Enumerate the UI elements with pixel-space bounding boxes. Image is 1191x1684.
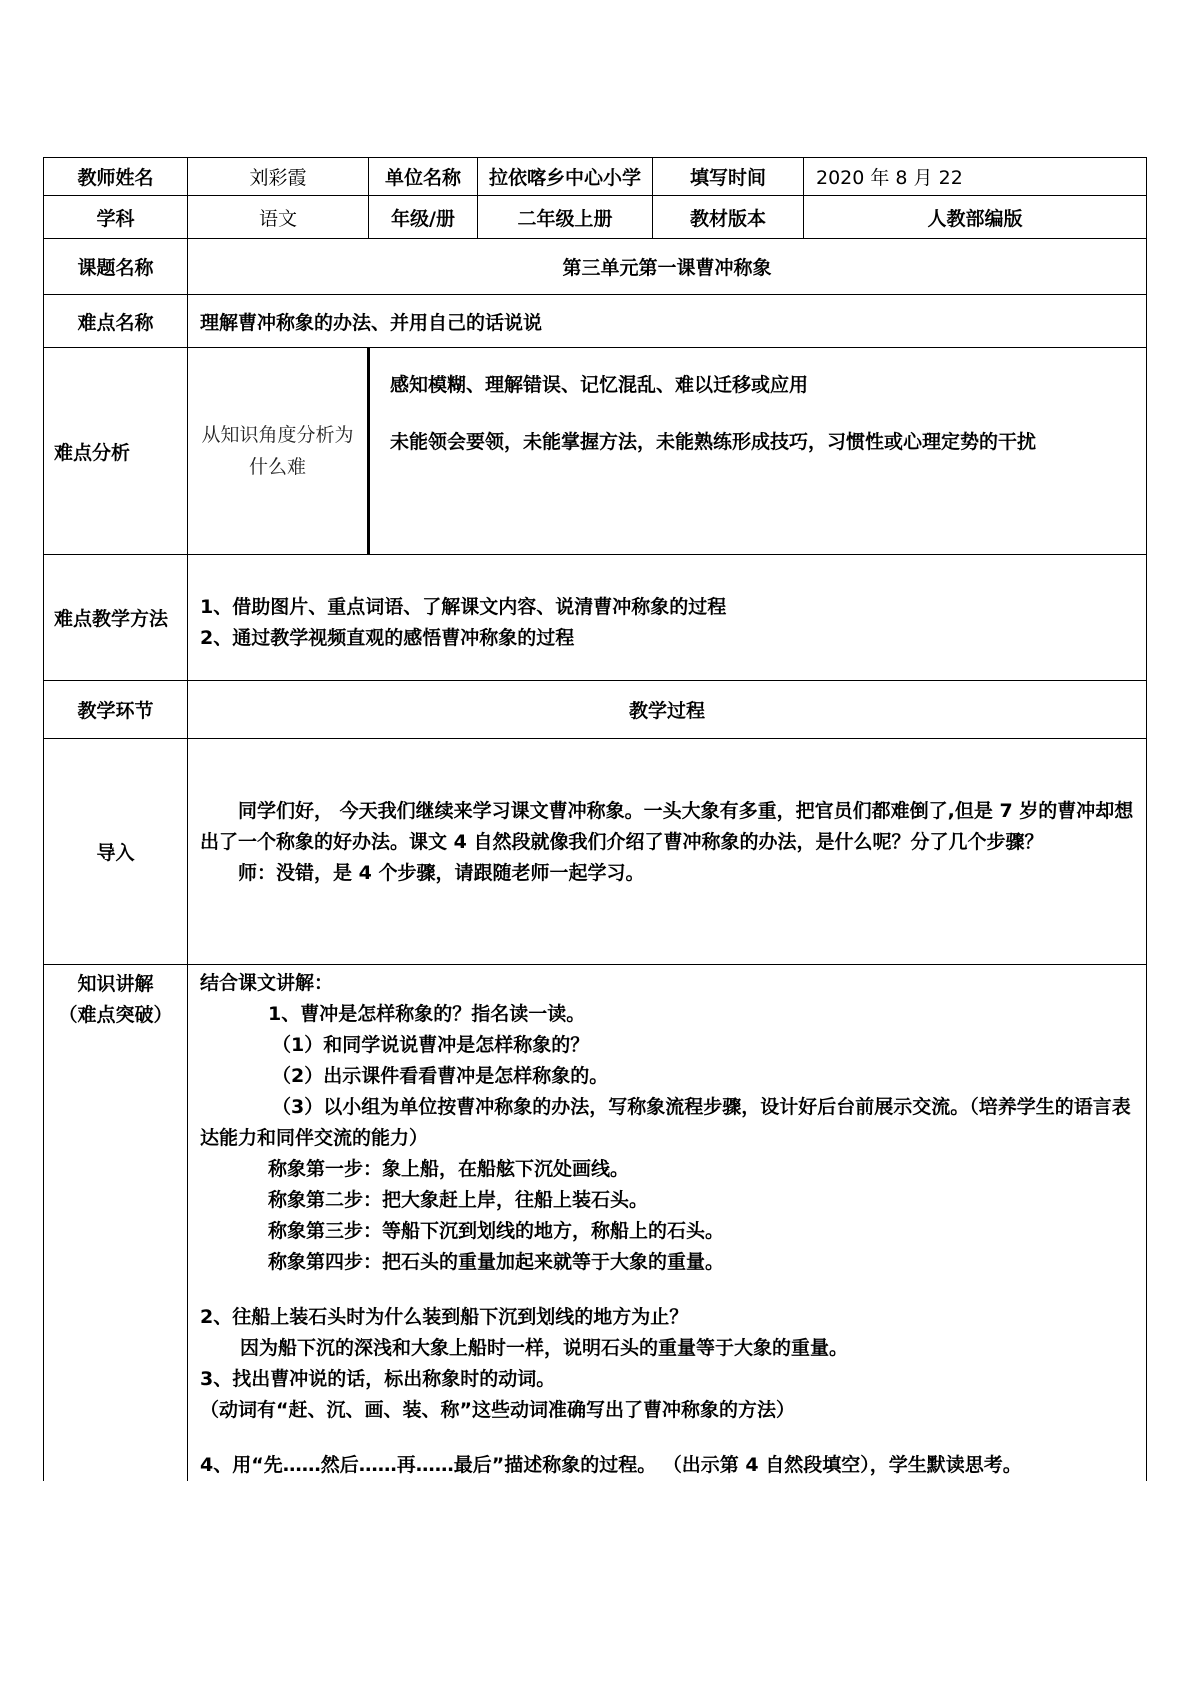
- difficulty-label: 难点名称: [44, 295, 188, 348]
- knowledge-line-2: 1、曹冲是怎样称象的？指名读一读。: [268, 1003, 586, 1025]
- knowledge-line-1: 结合课文讲解：: [200, 972, 334, 994]
- difficulty-value: 理解曹冲称象的办法、并用自己的话说说: [188, 295, 1147, 348]
- intro-label: 导入: [44, 739, 188, 965]
- analysis-line-2: 未能领会要领，未能掌握方法，未能熟练形成技巧，习惯性或心理定势的干扰: [390, 431, 1037, 453]
- knowledge-line-3: （1）和同学说说曹冲是怎样称象的？: [272, 1034, 590, 1056]
- knowledge-label-line-1: 知识讲解: [77, 973, 154, 995]
- knowledge-step-1: 称象第一步：象上船，在船舷下沉处画线。: [268, 1158, 630, 1180]
- edition-value: 人教部编版: [804, 196, 1147, 239]
- process-header-value: 教学过程: [188, 681, 1147, 739]
- analysis-label: 难点分析: [44, 348, 188, 555]
- knowledge-label-line-2: （难点突破）: [58, 1004, 173, 1026]
- knowledge-answer-3: （动词有“赶、沉、画、装、称”这些动词准确写出了曹冲称象的方法）: [200, 1399, 795, 1421]
- knowledge-line-5: （3）以小组为单位按曹冲称象的办法，写称象流程步骤，设计好后台前展示交流。（培养学生的语言表达能力和同伴交流的能力）: [200, 1096, 1131, 1149]
- analysis-row: [44, 348, 1147, 555]
- knowledge-question-4: 4、用“先……然后……再……最后”描述称象的过程。 （出示第 4 自然段填空），学生默读思考。: [200, 1454, 1022, 1476]
- analysis-sub-label: 从知识角度分析为什么难: [188, 348, 369, 555]
- date-label: 填写时间: [653, 158, 804, 196]
- intro-paragraph-2: 师：没错，是 4 个步骤，请跟随老师一起学习。: [238, 862, 645, 884]
- teacher-label: 教师姓名: [44, 158, 188, 196]
- unit-name: 拉依喀乡中心小学: [478, 158, 653, 196]
- knowledge-row: [44, 965, 1147, 1482]
- unit-label: 单位名称: [369, 158, 478, 196]
- knowledge-step-3: 称象第三步：等船下沉到划线的地方，称船上的石头。: [268, 1220, 725, 1242]
- grade-value: 二年级上册: [478, 196, 653, 239]
- subject-value: 语文: [188, 196, 369, 239]
- intro-row: [44, 739, 1147, 965]
- intro-content: [188, 739, 1147, 965]
- header-row-2: [44, 196, 1147, 239]
- knowledge-step-4: 称象第四步：把石头的重量加起来就等于大象的重量。: [268, 1251, 725, 1273]
- topic-value: 第三单元第一课曹冲称象: [188, 239, 1147, 295]
- method-content: [188, 555, 1147, 681]
- difficulty-row: [44, 295, 1147, 348]
- intro-paragraph-1: 同学们好， 今天我们继续来学习课文曹冲称象。一头大象有多重，把官员们都难倒了,但是 7 岁的曹冲却想出了一个称象的好办法。课文 4 自然段就像我们介绍了曹冲称象的办法，是什么呢？分了几个步骤？: [200, 800, 1134, 853]
- analysis-content: [369, 348, 1147, 555]
- method-row: [44, 555, 1147, 681]
- header-row-1: [44, 158, 1147, 196]
- lesson-plan-table: [43, 157, 1147, 1481]
- subject-label: 学科: [44, 196, 188, 239]
- lesson-plan-sheet: [43, 157, 1146, 1481]
- date-value: 2020 年 8 月 22: [804, 158, 1147, 196]
- process-header-row: [44, 681, 1147, 739]
- knowledge-question-3: 3、找出曹冲说的话，标出称象时的动词。: [200, 1368, 556, 1390]
- topic-label: 课题名称: [44, 239, 188, 295]
- edition-label: 教材版本: [653, 196, 804, 239]
- knowledge-content: [188, 965, 1147, 1482]
- teacher-name: 刘彩霞: [188, 158, 369, 196]
- method-label: 难点教学方法: [44, 555, 188, 681]
- method-line-2: 2、通过教学视频直观的感悟曹冲称象的过程: [200, 626, 575, 649]
- knowledge-label: [44, 965, 188, 1482]
- knowledge-question-2: 2、往船上装石头时为什么装到船下沉到划线的地方为止？: [200, 1306, 689, 1328]
- knowledge-step-2: 称象第二步：把大象赶上岸，往船上装石头。: [268, 1189, 649, 1211]
- process-header-label: 教学环节: [44, 681, 188, 739]
- knowledge-line-4: （2）出示课件看看曹冲是怎样称象的。: [272, 1065, 609, 1087]
- analysis-line-1: 感知模糊、理解错误、记忆混乱、难以迁移或应用: [390, 374, 809, 396]
- knowledge-answer-2: 因为船下沉的深浅和大象上船时一样，说明石头的重量等于大象的重量。: [240, 1337, 849, 1359]
- grade-label: 年级/册: [369, 196, 478, 239]
- method-line-1: 1、借助图片、重点词语、了解课文内容、说清曹冲称象的过程: [200, 595, 727, 618]
- topic-row: [44, 239, 1147, 295]
